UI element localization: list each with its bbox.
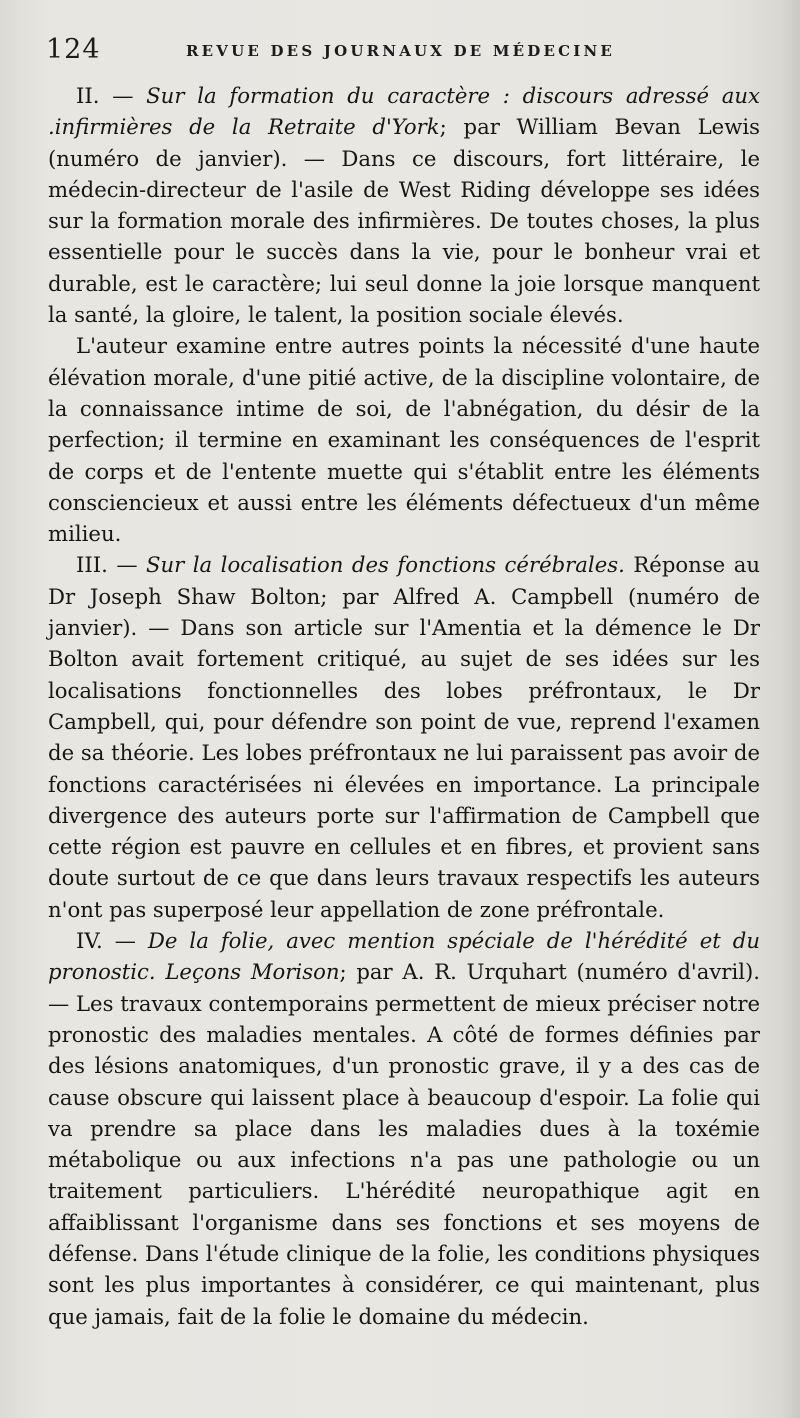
section-iv-lead: IV. — De la folie, avec mention spéciale de l'hérédité et du pronostic. Leçons Morison; par A. R. Urquhart (numéro d'avril). — Les travaux contemporains permettent de mieux préciser notre pronostic des maladies mentales. A côté de formes définies par des lésions anatomiques, d'un pronostic grave, il y a des cas de cause obscure qui laissent place à beaucoup d'espoir. La folie qui va prendre sa place dans les maladies dues à la toxémie métabolique ou aux infections n'a pas une pathologie ou un traitement particuliers. L'hérédité neuropathique agit en affaiblissant l'organisme dans ses fonctions et ses moyens de défense. Dans l'étude clinique de la folie, les conditions physiques sont les plus importantes à considérer, ce qui maintenant, plus que jamais, fait de la folie le domaine du médecin. [48, 928, 760, 1329]
section-iv-numeral: IV. [76, 928, 103, 954]
section-ii-lead: II. — Sur la formation du caractère : discours adressé aux .infirmières de la Retraite d'York; par William Bevan Lewis (numéro de janvier). — Dans ce discours, fort littéraire, le médecin-directeur de l'asile de West Riding développe ses idées sur la formation morale des infirmières. De toutes choses, la plus essentielle pour le succès dans la vie, pour le bonheur vrai et durable, est le caractère; lui seul donne la joie lorsque manquent la santé, la gloire, le talent, la position sociale élevés. [48, 83, 760, 328]
page-edge-shadow [782, 0, 800, 1418]
section-iii-numeral: III. [76, 552, 108, 578]
section-iv-title: De la folie, avec mention spéciale de l'hérédité et du pronostic. Leçons Morison [48, 928, 760, 985]
section-iii-title: Sur la localisation des fonctions cérébrales. [146, 552, 625, 578]
article-text [48, 80, 760, 1332]
page-number: 124 [46, 34, 101, 65]
running-head [46, 30, 760, 70]
section-ii-numeral: II. [76, 83, 100, 108]
section-iii-lead: III. — Sur la localisation des fonctions cérébrales. Réponse au Dr Joseph Shaw Bolton; par Alfred A. Campbell (numéro de janvier). — Dans son article sur l'Amentia et la démence le Dr Bolton avait fortement critiqué, au sujet de ses idées sur les localisations fonctionnelles des lobes préfrontaux, le Dr Campbell, qui, pour défendre son point de vue, reprend l'examen de sa théorie. Les lobes préfrontaux ne lui paraissent pas avoir de fonctions caractérisées ni élevées en importance. La principale divergence des auteurs porte sur l'affirmation de Campbell que cette région est pauvre en cellules et en fibres, et provient sans doute surtout de ce que dans leurs travaux respectifs les auteurs n'ont pas superposé leur appellation de zone préfrontale. [48, 552, 760, 922]
section-ii-paragraph: L'auteur examine entre autres points la nécessité d'une haute élévation morale, d'une pitié active, de la discipline volontaire, de la connaissance intime de soi, de l'abnégation, du désir de la perfection; il termine en examinant les conséquences de l'esprit de corps et de l'entente muette qui s'établit entre les éléments consciencieux et aussi entre les éléments défectueux d'un même milieu. [48, 333, 760, 547]
section-iv-body: ; par A. R. Urquhart (numéro d'avril). — Les travaux contemporains permettent de mieux préciser notre pronostic des maladies mentales. A côté de formes définies par des lésions anatomiques, d'un pronostic grave, il y a des cas de cause obscure qui laissent place à beaucoup d'espoir. La folie qui va prendre sa place dans les maladies dues à la toxémie métabolique ou aux infections n'a pas une pathologie ou un traitement particuliers. L'hérédité neuropathique agit en affaiblissant l'organisme dans ses fonctions et ses moyens de défense. Dans l'étude clinique de la folie, les conditions physiques sont les plus importantes à considérer, ce qui maintenant, plus que jamais, fait de la folie le domaine du médecin. [48, 959, 760, 1329]
running-title: REVUE DES JOURNAUX DE MÉDECINE [186, 42, 616, 60]
section-ii-title: Sur la formation du caractère : discours adressé aux .infirmières de la Retraite d'York [48, 83, 760, 140]
section-ii-body: ; par William Bevan Lewis (numéro de janvier). — Dans ce discours, fort littéraire, le médecin-directeur de l'asile de West Riding développe ses idées sur la formation morale des infirmières. De toutes choses, la plus essentielle pour le succès dans la vie, pour le bonheur vrai et durable, est le caractère; lui seul donne la joie lorsque manquent la santé, la gloire, le talent, la position sociale élevés. [48, 114, 760, 328]
section-iii-body: Réponse au Dr Joseph Shaw Bolton; par Alfred A. Campbell (numéro de janvier). — Dans son article sur l'Amentia et la démence le Dr Bolton avait fortement critiqué, au sujet de ses idées sur les localisations fonctionnelles des lobes préfrontaux, le Dr Campbell, qui, pour défendre son point de vue, reprend l'examen de sa théorie. Les lobes préfrontaux ne lui paraissent pas avoir de fonctions caractérisées ni élevées en importance. La principale divergence des auteurs porte sur l'affirmation de Campbell que cette région est pauvre en cellules et en fibres, et provient sans doute surtout de ce que dans leurs travaux respectifs les auteurs n'ont pas superposé leur appellation de zone préfrontale. [48, 552, 760, 922]
